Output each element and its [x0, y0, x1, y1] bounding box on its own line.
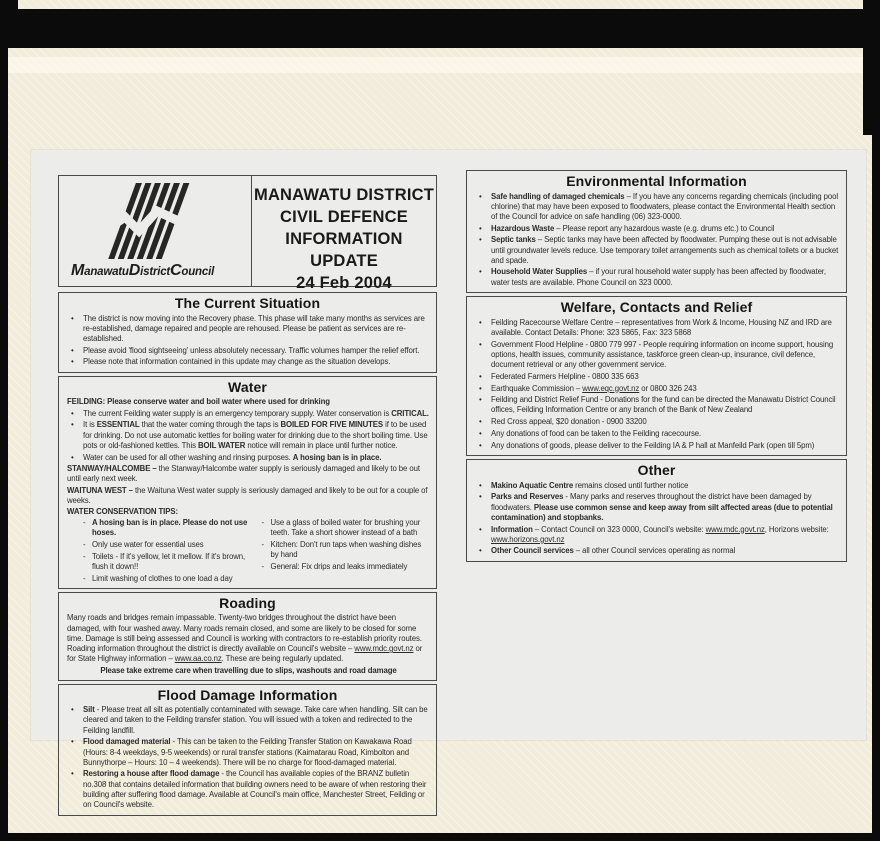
- bullet-dot: •: [479, 371, 482, 381]
- paragraph: [67, 613, 430, 664]
- bullet-text: [83, 769, 430, 810]
- bullet-text: [83, 705, 430, 736]
- bullet-text: [491, 395, 840, 415]
- bullet-text: [83, 409, 430, 419]
- bullet-text: [491, 224, 840, 234]
- text-segment: A hosing ban is in place. Please do not use hoses.: [92, 518, 248, 538]
- bullet-dot: •: [479, 339, 482, 349]
- section-roading: [58, 592, 437, 680]
- text-segment: Silt: [83, 705, 95, 715]
- dash-list-text: [92, 518, 252, 538]
- bullet-text: [491, 192, 840, 223]
- wordmark-cap: C: [170, 262, 182, 279]
- bullet-item: [479, 546, 840, 556]
- text-segment: The current Feilding water supply is an emergency temporary supply. Water conservation is: [83, 408, 392, 418]
- bullet-text: [83, 737, 430, 768]
- bullet-dot: •: [71, 345, 74, 355]
- council-logo: [59, 176, 252, 286]
- text-segment: - Many parks and reserves throughout the district have been damaged by floodwaters.: [491, 492, 812, 512]
- text-segment: that the water coming through the taps is: [139, 420, 281, 430]
- wordmark-cap: D: [128, 262, 141, 279]
- paragraph: [67, 397, 430, 407]
- text-segment: Other Council services: [491, 546, 574, 556]
- dash-list-text: [92, 540, 252, 550]
- top-right-black-edge: [863, 0, 880, 135]
- right-column: [466, 170, 847, 565]
- paragraph: [67, 464, 430, 484]
- text-segment: - the Council has available copies of the BRANZ bulletin no.308 that contains detailed information that building owners need to be aware of when restoring their building after suffering flood damage. Available at Council's main office, Manchester Street, Feilding or on Council's website.: [83, 769, 427, 810]
- dash-list-text: [271, 540, 431, 560]
- section-title: Water: [228, 379, 267, 396]
- header-title-line: INFORMATION: [285, 230, 403, 248]
- dash-bullet: -: [83, 518, 86, 528]
- bullet-item: [71, 314, 430, 345]
- bullet-dot: •: [479, 383, 482, 393]
- bullet-dot: •: [479, 317, 482, 327]
- paper: [31, 150, 866, 810]
- text-segment: Household Water Supplies: [491, 267, 588, 277]
- tips-columns: [65, 518, 430, 585]
- text-segment: The district is now moving into the Recovery phase. This phase will take many months as services are re-established, damage repaired and people are rehoused. Please be patient as services are re-established.: [83, 313, 425, 343]
- bullet-dot: •: [479, 417, 482, 427]
- section-water: [58, 376, 437, 589]
- text-segment: Only use water for essential uses: [92, 540, 204, 550]
- bullet-item: [479, 492, 840, 523]
- text-segment: the Stanway/Halcombe water supply is seriously damaged and likely to be out until early next week.: [67, 464, 420, 484]
- bullet-dot: •: [479, 480, 482, 490]
- bullet-text: [491, 372, 840, 382]
- text-segment: – all other Council services operating as normal: [573, 546, 736, 556]
- bullet-dot: •: [479, 524, 482, 534]
- bullet-item: [71, 737, 430, 768]
- text-segment: if to be used for drinking. Do not use automatic kettles for boiling water for drinking due to the short boiling time. Use pots or old-fashioned kettles. This: [83, 420, 428, 450]
- text-segment: STANWAY/HALCOMBE –: [67, 464, 157, 474]
- bullet-text: [491, 481, 840, 491]
- text-segment: Use a glass of boiled water for brushing your teeth. Take a short shower instead of a bath: [270, 518, 421, 538]
- bullet-text: [491, 417, 840, 427]
- dash-list-item: [83, 518, 252, 538]
- text-segment: Please avoid 'flood sightseeing' unless absolutely necessary. Traffic volumes hamper the relief effort.: [83, 345, 420, 355]
- bullet-dot: •: [479, 223, 482, 233]
- bullet-item: [71, 409, 430, 419]
- header-title: [252, 176, 436, 292]
- bullet-item: [71, 705, 430, 736]
- bullet-item: [479, 429, 840, 439]
- dash-list-item: [262, 562, 431, 572]
- bullet-dot: •: [479, 440, 482, 450]
- bullet-text: [491, 340, 840, 371]
- dash-list-item: [262, 540, 431, 560]
- bullet-item: [479, 340, 840, 371]
- text-segment: www.aa.co.nz: [174, 654, 222, 664]
- text-segment: – Septic tanks may have been affected by floodwater. Pumping these out is not advisable until groundwater levels reduce. Use temporary toilet arrangements such as chemical toilets or a bucket and spade.: [491, 235, 839, 265]
- header-title-line: MANAWATU DISTRICT: [254, 186, 434, 204]
- text-segment: Feilding and District Relief Fund - Donations for the fund can be directed the Manawatu District Council offices, Feilding Information Centre or any branch of the Bank of New Zealand: [491, 395, 836, 415]
- logo-wordmark: [71, 262, 214, 280]
- section-flood-damage-information: [58, 684, 437, 816]
- bullet-dot: •: [479, 492, 482, 502]
- dash-list-item: [83, 574, 252, 584]
- wordmark-text: ouncil: [181, 266, 215, 278]
- text-segment: the Waituna West water supply is seriously damaged and likely to be out for a couple of weeks.: [67, 485, 428, 505]
- text-segment: Restoring a house after flood damage: [83, 769, 220, 779]
- text-segment: Septic tanks: [491, 235, 536, 245]
- text-segment: BOIL WATER: [198, 440, 246, 450]
- bullet-text: [83, 357, 430, 367]
- bullet-item: [479, 235, 840, 266]
- dash-bullet: -: [261, 518, 264, 528]
- dash-list-text: [271, 562, 431, 572]
- bullet-text: [83, 314, 430, 345]
- section-title: The Current Situation: [174, 295, 321, 311]
- bullet-dot: •: [71, 408, 74, 418]
- text-segment: www.horizons.govt.nz: [491, 534, 565, 544]
- text-segment: ESSENTIAL: [96, 420, 140, 430]
- bullet-dot: •: [479, 395, 482, 405]
- top-black-bar: [0, 9, 880, 48]
- header-title-line: 24 Feb 2004: [296, 274, 392, 292]
- left-column: [58, 175, 437, 819]
- text-segment: Federated Farmers Helpline - 0800 335 663: [491, 371, 639, 381]
- bullet-item: [479, 481, 840, 491]
- bullet-item: [71, 420, 430, 451]
- dash-bullet: -: [83, 551, 86, 561]
- section-welfare-contacts-and-relief: [466, 296, 847, 456]
- paragraph: [67, 486, 430, 506]
- bullet-item: [71, 346, 430, 356]
- text-segment: Makino Aquatic Centre: [491, 480, 574, 490]
- bullet-item: [479, 267, 840, 287]
- bullet-text: [83, 346, 430, 356]
- section-title: Flood Damage Information: [157, 686, 338, 703]
- text-segment: – if your rural household water supply has been affected by floodwater, water tests are available. Phone Council on 323 0000.: [491, 267, 826, 287]
- bullet-item: [479, 395, 840, 415]
- text-segment: or 0800 326 243: [639, 383, 697, 393]
- dash-list-text: [271, 518, 431, 538]
- wordmark-text: istrict: [140, 266, 171, 278]
- text-segment: Please take extreme care when travelling due to slips, washouts and road damage: [100, 666, 397, 676]
- text-segment: – If you have any concerns regarding chemicals (including pool chlorine) that may have been exposed to floodwaters, please contact the Environmental Health section of the Council for advice on safe handling (06) 323-0000.: [491, 191, 838, 221]
- section-title: Other: [637, 462, 676, 479]
- bullet-text: [491, 235, 840, 266]
- bullet-dot: •: [71, 705, 74, 715]
- wordmark-cap: M: [71, 262, 85, 279]
- text-segment: Parks and Reserves: [491, 492, 564, 502]
- bullet-dot: •: [71, 357, 74, 367]
- text-segment: WATER CONSERVATION TIPS:: [67, 507, 178, 517]
- bullet-item: [479, 384, 840, 394]
- paragraph: [67, 507, 430, 517]
- bullet-text: [491, 267, 840, 287]
- bullet-item: [479, 441, 840, 451]
- text-segment: , Horizons website:: [764, 524, 829, 534]
- bullet-dot: •: [71, 452, 74, 462]
- text-segment: General: Fix drips and leaks immediately: [270, 562, 408, 572]
- tips-column-left: [83, 518, 252, 585]
- text-segment: CRITICAL.: [391, 408, 429, 418]
- dash-bullet: -: [83, 573, 86, 583]
- text-segment: WAITUNA WEST –: [67, 485, 133, 495]
- text-segment: A hosing ban is in place.: [292, 452, 382, 462]
- dash-bullet: -: [261, 562, 264, 572]
- bullet-dot: •: [71, 313, 74, 323]
- bullet-text: [83, 420, 430, 451]
- bullet-dot: •: [71, 769, 74, 779]
- bullet-text: [491, 384, 840, 394]
- text-segment: Red Cross appeal, $20 donation - 0900 33200: [491, 417, 647, 427]
- cream-backing-board: [8, 0, 872, 833]
- bullet-text: [491, 492, 840, 523]
- bullet-item: [479, 372, 840, 382]
- text-segment: Please use common sense and keep away from silt affected areas (due to potential contamination) and stopbanks.: [491, 502, 833, 522]
- text-segment: Toilets - If it's yellow, let it mellow. If it's brown, flush it down!!: [92, 551, 246, 572]
- section-title: Welfare, Contacts and Relief: [560, 299, 753, 316]
- text-segment: www.mdc.govt.nz: [354, 644, 414, 654]
- top-left-black-corner: [0, 0, 18, 10]
- text-segment: Government Flood Helpline - 0800 779 997 - People requiring information on income support, housing options, health issues, community assistance, taskforce green clean-up, insurance, civil defence, document retrieval or any other government service.: [491, 339, 834, 370]
- bullet-text: [491, 441, 840, 451]
- text-segment: Many roads and bridges remain impassable. Twenty-two bridges throughout the district have been damaged, with four washed away. Many roads remain closed, and some are likely to be closed for some time. Damage is still being assessed and Council is working with contractors to re-establish priority routes. Roading information throughout the district is directly available on Council's website –: [67, 613, 422, 654]
- section-title: Roading: [219, 595, 276, 612]
- bullet-text: [83, 453, 430, 463]
- section-environmental-information: [466, 170, 847, 293]
- text-segment: Kitchen: Don't run taps when washing dishes by hand: [270, 540, 422, 560]
- bullet-item: [479, 318, 840, 338]
- light-band: [8, 57, 872, 73]
- text-segment: FEILDING: Please conserve water and boil water where used for drinking: [67, 397, 330, 407]
- text-segment: www.mdc.govt.nz: [705, 524, 765, 534]
- dash-bullet: -: [83, 540, 86, 550]
- text-segment: or for State Highway information –: [67, 644, 423, 664]
- bullet-item: [479, 525, 840, 545]
- dash-list-item: [83, 552, 252, 572]
- bullet-dot: •: [479, 428, 482, 438]
- text-segment: remains closed until further notice: [573, 480, 689, 490]
- text-segment: Water can be used for all other washing and rinsing purposes.: [83, 452, 293, 462]
- bullet-dot: •: [71, 420, 74, 430]
- text-segment: - This can be taken to the Feilding Transfer Station on Kawakawa Road (Hours: 8-4 weekdays, 9-5 weekends) or rural transfer stations (Kaimatarau Road, Kimbolton and Bunnythorpe – Hours: 10 – 4 weekends). There will be no charge for flood-damaged material.: [83, 737, 412, 767]
- section-the-current-situation: [58, 292, 437, 373]
- text-segment: Flood damaged material: [83, 737, 171, 747]
- bullet-item: [71, 769, 430, 810]
- section-title: Environmental Information: [566, 173, 747, 189]
- text-segment: It is: [83, 420, 97, 430]
- dash-list-item: [262, 518, 431, 538]
- masthead: [58, 175, 437, 292]
- bullet-text: [491, 429, 840, 439]
- bullet-text: [491, 318, 840, 338]
- warning-line: [67, 666, 430, 676]
- header-title-line: CIVIL DEFENCE: [280, 208, 408, 226]
- bullet-dot: •: [71, 737, 74, 747]
- section-other: [466, 459, 847, 562]
- bullet-dot: •: [479, 191, 482, 201]
- dash-list-text: [92, 552, 252, 572]
- text-segment: Feilding Racecourse Welfare Centre – representatives from Work & Income, Housing NZ and IRD are available. Contact Details: Phone: 323 5865, Fax: 323 5868: [491, 317, 832, 338]
- bullet-item: [479, 417, 840, 427]
- bullet-item: [479, 224, 840, 234]
- header-title-line: UPDATE: [310, 252, 378, 270]
- bullet-item: [479, 192, 840, 223]
- text-segment: Limit washing of clothes to one load a day: [92, 573, 233, 583]
- dash-list-item: [83, 540, 252, 550]
- text-segment: Please note that information contained in this update may change as the situation develops.: [83, 357, 391, 367]
- tips-column-right: [262, 518, 431, 585]
- text-segment: Any donations of food can be taken to the Feilding racecourse.: [491, 428, 702, 438]
- text-segment: Safe handling of damaged chemicals: [491, 191, 625, 201]
- bullet-dot: •: [479, 235, 482, 245]
- text-segment: Hazardous Waste: [491, 223, 555, 233]
- bullet-item: [71, 357, 430, 367]
- bullet-text: [491, 546, 840, 556]
- text-segment: Earthquake Commission –: [491, 383, 583, 393]
- text-segment: – Please report any hazardous waste (e.g. drums etc.) to Council: [554, 223, 775, 233]
- text-segment: Information: [491, 524, 533, 534]
- bullet-item: [71, 453, 430, 463]
- bullet-dot: •: [479, 267, 482, 277]
- text-segment: - Please treat all silt as potentially contaminated with sewage. Take care when handling. Silt can be cleared and taken to the Feilding transfer station. You will issued with a token and redirected to the Feilding landfill.: [83, 705, 428, 735]
- text-segment: www.eqc.govt.nz: [582, 383, 640, 393]
- bullet-text: [491, 525, 840, 545]
- wordmark-text: anawatu: [84, 266, 129, 278]
- text-segment: Any donations of goods, please deliver to the Feilding IA & P hall at Manfeild Park (open till 5pm): [491, 440, 815, 450]
- dash-bullet: -: [261, 540, 264, 550]
- dash-list-text: [92, 574, 252, 584]
- text-segment: BOILED FOR FIVE MINUTES: [280, 420, 383, 430]
- text-segment: notice will remain in place until further notice.: [245, 440, 398, 450]
- manawatu-logo-icon: [97, 180, 207, 262]
- text-segment: – Contact Council on 323 0000, Council's website:: [532, 524, 706, 534]
- bullet-dot: •: [479, 546, 482, 556]
- text-segment: . These are being regularly updated.: [221, 654, 344, 664]
